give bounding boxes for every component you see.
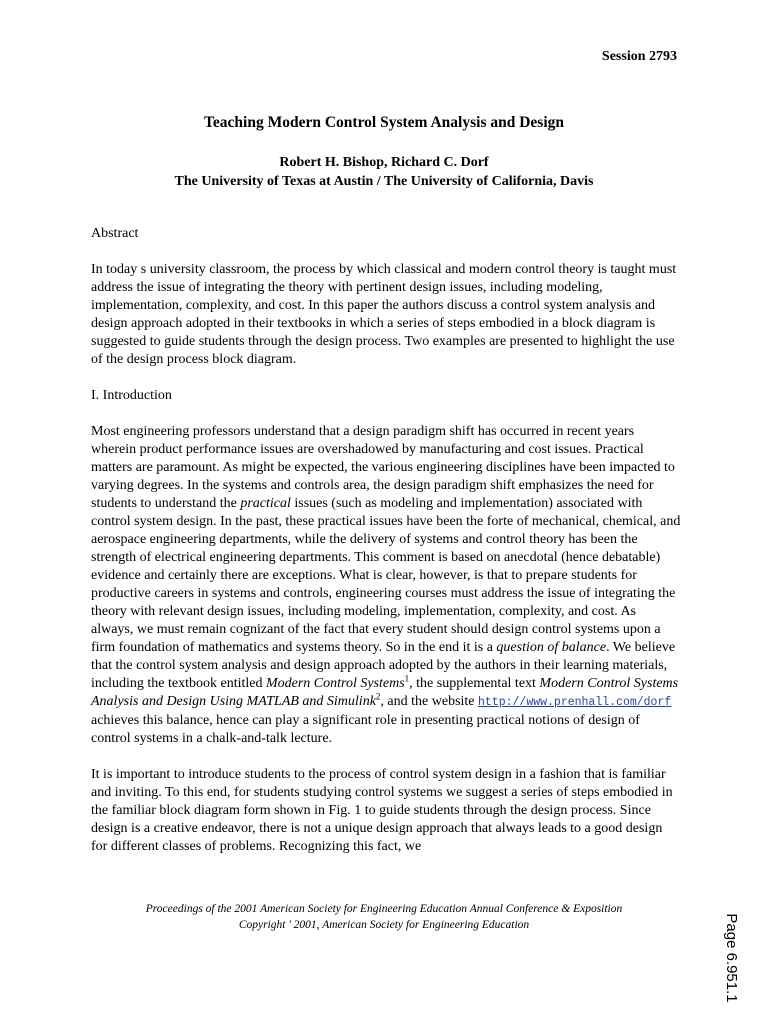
footnote-ref-2: 2 xyxy=(375,691,381,702)
intro-text-segment: issues (such as modeling and implementation) associated with control system design. In the past, these practical issues have been the forte of mechanical, chemical, and aerospace engineering departments, while the delivery of systems and control theory has been the strength of electrical engineering departments. This comment is based on anecdotal (hence debatable) evidence and certainly there are exceptions. What is clear, however, is that to prepare students for productive careers in systems and controls, engineering courses must address the issue of integrating the theory with relevant design issues, including modeling, implementation, complexity, and cost. As always, we must remain cognizant of the fact that every student should design control systems upon a firm foundation of mathematics and systems theory. So in the end it is a xyxy=(91,496,681,655)
intro-text-segment: achieves this balance, hence can play a significant role in presenting practical notions of design of control systems in a chalk-and-talk lecture. xyxy=(91,713,640,746)
intro-emphasis-practical: practical xyxy=(240,496,291,511)
introduction-paragraph-2: It is important to introduce students to the process of control system design in a fashion that is familiar and inviting. To this end, for students studying control systems we suggest a series of steps embodied in the familiar block diagram form shown in Fig. 1 to guide students through the design process. Since design is a creative endeavor, there is not a unique design approach that always leads to a good design for different classes of problems. Recognizing this fact, we xyxy=(91,767,673,854)
book-title-modern-control-systems: Modern Control Systems xyxy=(265,676,405,691)
abstract-text: In today s university classroom, the process by which classical and modern control theory is taught must address the issue of integrating the theory with pertinent design issues, including modeling, implementation, complexity, and cost. In this paper the authors discuss a control system analysis and design approach adopted in their textbooks in which a series of steps embodied in a block diagram is suggested to guide students through the design process. Two examples are presented to highlight the use of the design process block diagram. xyxy=(91,262,677,367)
intro-emphasis-balance: question of balance xyxy=(496,640,607,655)
intro-text-segment: . We believe that the control system analysis and design approach adopted by the authors in their learning materials, including the textbook entitled xyxy=(91,640,676,691)
page-footer xyxy=(0,901,768,933)
introduction-paragraph-1 xyxy=(91,423,681,748)
website-link[interactable]: http://www.prenhall.com/dorf xyxy=(478,696,672,709)
abstract-heading: Abstract xyxy=(91,226,139,241)
author-affiliations: The University of Texas at Austin / The University of California, Davis xyxy=(174,174,594,189)
session-number: Session 2793 xyxy=(601,49,677,64)
paper-title: Teaching Modern Control System Analysis and Design xyxy=(204,114,564,131)
introduction-heading: I. Introduction xyxy=(91,388,172,403)
author-block xyxy=(0,153,768,191)
book-title-matlab-simulink: Modern Control Systems Analysis and Design Using MATLAB and Simulink xyxy=(91,676,679,709)
intro-text-segment: , and the website xyxy=(380,694,479,709)
footnote-ref-1: 1 xyxy=(404,673,410,684)
page-number-mark: Page 6.951.1 xyxy=(723,913,740,1003)
intro-text-segment: Most engineering professors understand that a design paradigm shift has occurred in recent years wherein product performance issues are overshadowed by manufacturing and cost issues. Practical matters are paramount. As might be expected, the various engineering disciplines have been impacted to varying degrees. In the systems and controls area, the design paradigm shift emphasizes the need for students to understand the xyxy=(91,424,675,511)
footer-copyright: Copyright ' 2001, American Society for Engineering Education xyxy=(238,919,530,931)
author-names: Robert H. Bishop, Richard C. Dorf xyxy=(279,155,489,170)
footer-proceedings: Proceedings of the 2001 American Society for Engineering Education Annual Conference & Exposition xyxy=(145,903,623,915)
paper-body xyxy=(91,225,681,874)
intro-text-segment: , the supplemental text xyxy=(409,676,540,691)
